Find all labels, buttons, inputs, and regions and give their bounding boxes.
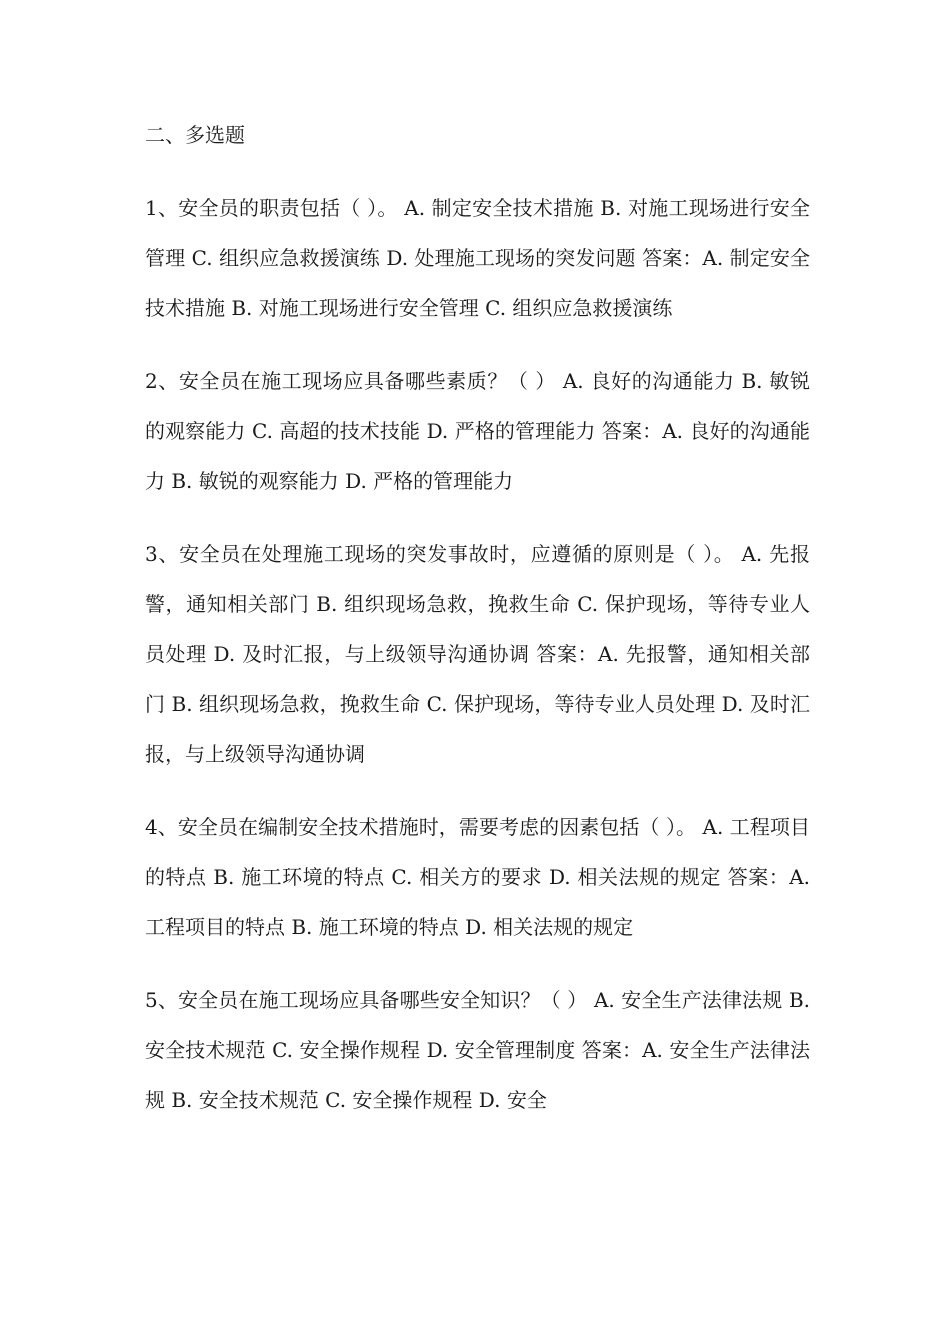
section-title: 二、多选题 — [145, 123, 245, 147]
question-2: 2、安全员在施工现场应具备哪些素质？（ ） A. 良好的沟通能力 B. 敏锐的观察能力 C. 高超的技术技能 D. 严格的管理能力 答案：A. 良好的沟通能力 B. 敏锐的观察能力 D. 严格的管理能力 — [145, 369, 810, 493]
question-3: 3、安全员在处理施工现场的突发事故时，应遵循的原则是（ ）。 A. 先报警，通知相关部门 B. 组织现场急救，挽救生命 C. 保护现场，等待专业人员处理 D. 及时汇报，与上级领导沟通协调 答案：A. 先报警，通知相关部门 B. 组织现场急救，挽救生命 C. 保护现场，等待专业人员处理 D. 及时汇报，与上级领导沟通协调 — [145, 542, 810, 766]
question-1: 1、安全员的职责包括（ ）。 A. 制定安全技术措施 B. 对施工现场进行安全管理 C. 组织应急救援演练 D. 处理施工现场的突发问题 答案：A. 制定安全技术措施 B. 对施工现场进行安全管理 C. 组织应急救援演练 — [145, 196, 810, 320]
question-4: 4、安全员在编制安全技术措施时，需要考虑的因素包括（ ）。 A. 工程项目的特点 B. 施工环境的特点 C. 相关方的要求 D. 相关法规的规定 答案：A. 工程项目的特点 B. 施工环境的特点 D. 相关法规的规定 — [145, 815, 810, 939]
question-5: 5、安全员在施工现场应具备哪些安全知识？（ ） A. 安全生产法律法规 B. 安全技术规范 C. 安全操作规程 D. 安全管理制度 答案：A. 安全生产法律法规 B. 安全技术规范 C. 安全操作规程 D. 安全 — [145, 988, 810, 1112]
document-content — [145, 110, 810, 1148]
